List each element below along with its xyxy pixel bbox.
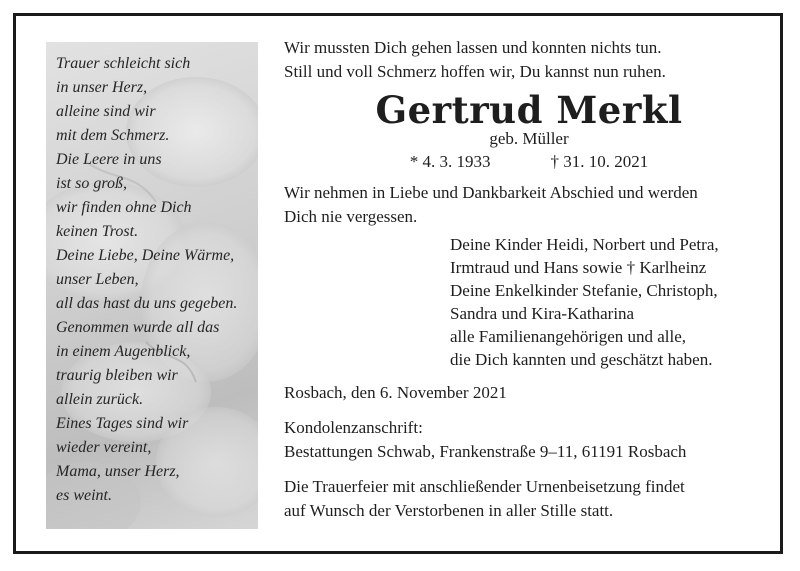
poem-line: wieder vereint,: [56, 439, 152, 456]
poem-stanza: [56, 52, 256, 148]
ceremony-line: auf Wunsch der Verstorbenen in aller Stille statt.: [284, 501, 614, 520]
condolence-label: Kondolenzanschrift:: [284, 418, 423, 437]
poem-line: Mama, unser Herz,: [56, 463, 180, 480]
farewell-line: Dich nie vergessen.: [284, 207, 418, 226]
mourner-line: die Dich kannten und geschätzt haben.: [450, 350, 713, 369]
poem: [56, 52, 256, 508]
condolence-block: [284, 416, 774, 464]
mourner-line: Sandra und Kira-Katharina: [450, 304, 635, 323]
death-date: † 31. 10. 2021: [550, 152, 649, 171]
intro-line: Still und voll Schmerz hoffen wir, Du kannst nun ruhen.: [284, 62, 666, 81]
poem-line: es weint.: [56, 487, 112, 504]
mourner-line: Irmtraud und Hans sowie † Karlheinz: [450, 258, 707, 277]
mourner-line: alle Familienangehörigen und alle,: [450, 327, 687, 346]
obituary-text: [284, 36, 774, 523]
poem-line: Trauer schleicht sich: [56, 55, 191, 72]
life-dates: [284, 151, 774, 173]
intro-line: Wir mussten Dich gehen lassen und konnten nichts tun.: [284, 38, 662, 57]
birth-name: geb. Müller: [489, 129, 569, 148]
mourner-line: Deine Enkelkinder Stefanie, Christoph,: [450, 281, 718, 300]
farewell-text: [284, 181, 774, 229]
mourners-list: [450, 233, 774, 371]
poem-line: Die Leere in uns: [56, 151, 162, 168]
poem-line: in unser Herz,: [56, 79, 148, 96]
ceremony-text: [284, 475, 774, 523]
birth-date: * 4. 3. 1933: [409, 152, 491, 171]
poem-line: all das hast du uns gegeben.: [56, 295, 238, 312]
poem-stanza: [56, 244, 256, 316]
poem-line: in einem Augenblick,: [56, 343, 191, 360]
poem-line: Eines Tages sind wir: [56, 415, 189, 432]
poem-stanza: [56, 412, 256, 508]
orchid-photo-panel: [46, 42, 258, 529]
poem-line: Genommen wurde all das: [56, 319, 220, 336]
poem-line: mit dem Schmerz.: [56, 127, 170, 144]
poem-line: unser Leben,: [56, 271, 139, 288]
poem-line: ist so groß,: [56, 175, 127, 192]
ceremony-line: Die Trauerfeier mit anschließender Urnenbeisetzung findet: [284, 477, 685, 496]
poem-stanza: [56, 316, 256, 412]
poem-line: alleine sind wir: [56, 103, 156, 120]
poem-line: Deine Liebe, Deine Wärme,: [56, 247, 235, 264]
mourner-line: Deine Kinder Heidi, Norbert und Petra,: [450, 235, 719, 254]
place-date: Rosbach, den 6. November 2021: [284, 383, 507, 402]
poem-line: wir finden ohne Dich: [56, 199, 192, 216]
deceased-name: Gertrud Merkl: [375, 88, 683, 132]
poem-line: traurig bleiben wir: [56, 367, 178, 384]
poem-stanza: [56, 148, 256, 244]
intro-text: [284, 36, 774, 84]
poem-line: allein zurück.: [56, 391, 144, 408]
poem-line: keinen Trost.: [56, 223, 139, 240]
condolence-address: Bestattungen Schwab, Frankenstraße 9–11, 61191 Rosbach: [284, 442, 687, 461]
farewell-line: Wir nehmen in Liebe und Dankbarkeit Abschied und werden: [284, 183, 698, 202]
